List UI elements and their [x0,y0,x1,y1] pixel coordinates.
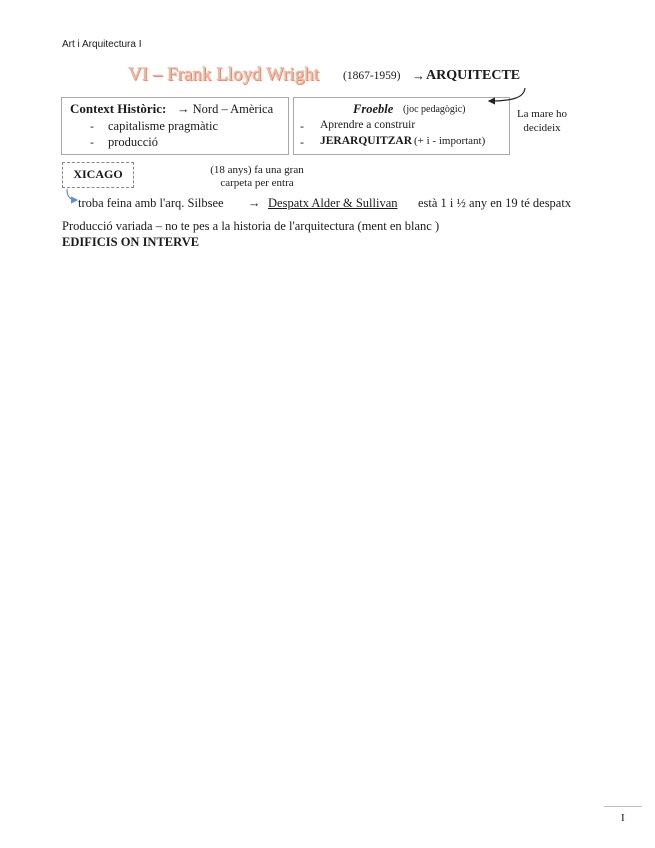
context-item: producció [108,135,158,149]
froebel-item-note: (+ i - important) [414,135,486,147]
froebel-subtitle: (joc pedagògic) [403,104,466,115]
context-item: capitalisme pragmàtic [108,119,219,133]
list-bullet: - [90,119,94,133]
list-bullet: - [300,119,304,133]
blue-arrow [67,189,77,200]
career-arrow: → [248,196,261,210]
context-title: Context Històric: [70,101,167,116]
page-header: Art i Arquitectura I [62,39,142,50]
side-note: La mare ho decideix [516,108,568,134]
footer-rule [604,806,642,807]
career-text: troba feina amb l'arq. Silbsee [78,196,224,210]
froebel-item: Aprendre a construir [320,119,416,131]
age-note: (18 anys) fa una gran carpeta per entra [210,164,304,189]
title-arrow: → [412,68,425,83]
production-line: Producció variada – no te pes a la historia de l'arquitectura (ment en blanc ) [62,219,440,233]
xicago-label: XICAGO [73,167,123,181]
despatx-name: Despatx Alder & Sullivan [268,196,398,210]
page-number: I [621,812,625,824]
list-bullet: - [300,135,304,149]
froebel-item-bold: JERARQUITZAR [320,135,413,147]
title-role: ARQUITECTE [426,68,521,83]
list-bullet: - [90,135,94,149]
page-title: VI – Frank Lloyd Wright [128,64,319,85]
buildings-heading: EDIFICIS ON INTERVE [62,235,200,249]
froebel-title: Froeble [353,102,394,116]
title-years: (1867-1959) [343,70,401,82]
context-subtitle: → Nord – Amèrica [177,102,274,116]
career-text-end: està 1 i ½ any en 19 té despatx [418,196,572,210]
